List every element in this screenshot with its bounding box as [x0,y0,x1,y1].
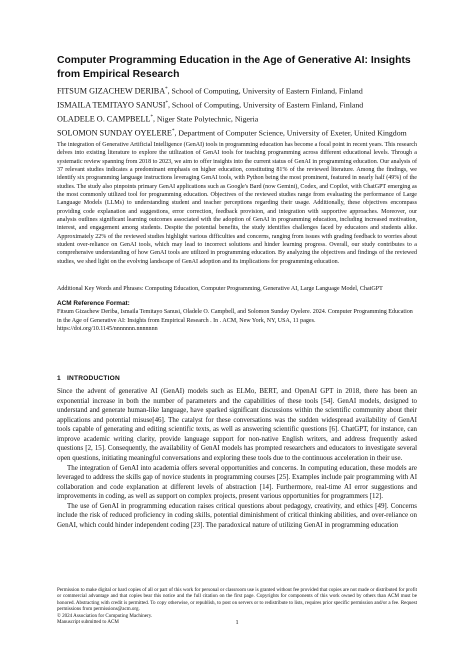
author-mark: * [165,87,168,92]
paper-title: Computer Programming Education in the Age of Generative AI: Insights from Empirical Research [57,55,411,80]
author-entry [57,84,417,98]
section-number: 1 [57,375,61,382]
page-number: 1 [235,619,239,626]
abstract [57,141,417,266]
author-mark: * [165,101,169,106]
author-entry [57,98,417,112]
acm-reference-text: Fitsum Gizachew Deriba, Ismaila Temitayo Sanusi, Oladele O. Campbell, and Solomon Sunday Oyelere. 2024. Computer Programming Education in the Age of Generative AI: Insights from Empirical Research . In . ACM, New York, NY, USA, 11 pages. https://doi.org/10.1145/nnnnnnn.nnnnnnn [57,309,413,332]
author-affiliation: , School of Computing, University of Eastern Finland, Finland [167,86,363,96]
author-entry [57,112,417,126]
permission-notice: Permission to make digital or hard copies of all or part of this work for personal or classroom use is granted without fee provided that copies are not made or distributed for profit or commercial advantage and that copies bear this notice and the full citation on the first page. Copyrights for components of this work owned by others than ACM must be honored. Abstracting with credit is permitted. To copy otherwise, or republish, to post on servers or to redistribute to lists, requires prior specific permission and/or a fee. Request permissions from permissions@acm.org. [57,587,417,613]
section-title: INTRODUCTION [66,375,120,382]
acm-reference [57,300,417,333]
acm-reference-heading: ACM Reference Format: [57,300,130,307]
author-entry [57,126,417,140]
author-affiliation: , Niger State Polytechnic, Nigeria [152,114,259,124]
author-affiliation: , Department of Computer Science, University of Exeter, United Kingdom [174,128,407,138]
body-paragraph: The use of GenAI in programming education raises critical questions about pedagogy, creativity, and ethics [49]. Concerns include the risk of reduced proficiency in coding skills, potential diminishment of critical thinking abilities, and over-reliance on GenAI, which could hinder independent coding [23]. The paradoxical nature of utilizing GenAI in programming education [57,501,417,529]
copyright-line: © 2024 Association for Computing Machinery. [57,612,153,619]
abstract-text: The integration of Generative Artificial Intelligence (GenAI) tools in programming education has become a focal point in recent years. This research delves into existing literature to explore the utilization of GenAI tools for teaching programming across different educational levels. Through a systematic review spanning from 2018 to 2023, we aim to offer insights into the current status of GenAI in programming education. Our analysis of 37 relevant studies indicates a predominant emphasis on higher education, constituting 81% of the reviewed literature. Among the findings, we identify six programming language instructions leveraging GenAI tools, with Python being the most prominent, featured in nearly half (49%) of the studies. The study also pinpoints primary GenAI applications such as Google's Bard (now Gemini), Codex, and Copilot, with ChatGPT emerging as the most commonly utilized tool for programming education. Objectives of the reviewed studies range from evaluating the performance of Large Language Models (LLMs) to understanding student and teacher perceptions regarding their usage. Additionally, these objectives encompass providing code explanation and suggestions, error correction, feedback provision, and integration with supportive approaches. Moreover, our analysis outlines significant learning outcomes associated with the adoption of GenAI in programming education, including increased motivation, interest, and engagement among students. Despite the potential benefits, the study identifies challenges faced by educators and students alike. Approximately 22% of the reviewed studies highlight various difficulties and concerns, ranging from issues with grading feedback to worries about student over-reliance on GenAI tools, which may lead to incorrect solutions and hinder learning progress. Overall, our study contributes to a comprehensive understanding of how GenAI tools are utilized in programming education. By analyzing the objectives and findings of the reviewed studies, we shed light on the evolving landscape of GenAI adoption and its implications for programming education. [57,142,417,265]
author-mark: * [150,115,153,120]
body-paragraph: The integration of GenAI into academia offers several opportunities and concerns. In computing education, these models are leveraged to address the skills gap of novice students in programming courses [25]. Examples include pair programming with AI collaboration and code explanation at different levels of abstraction [14]. Furthermore, real-time AI error suggestions and improvements in coding, as well as support on complex projects, present various opportunities for programmers [12]. [57,463,417,501]
author-name: SOLOMON SUNDAY OYELERE [57,128,172,138]
keywords: Additional Key Words and Phrases: Computing Education, Computer Programming, Generative AI, Large Language Model, ChatGPT [57,286,383,292]
manuscript-note: Manuscript submitted to ACM [57,619,119,626]
body-paragraph: Since the advent of generative AI (GenAI) models such as ELMo, BERT, and OpenAI GPT in 2018, there has been an exponential increase in both the number of parameters and the capabilities of these tools [54]. GenAI models, designed to understand and generate human-like language, have sparked significant discussions within the scientific community about their applications and potential misuse[46]. The catalyst for these conversations was the sudden widespread availability of GenAI tools capable of generating and editing scientific texts, as well as answering scientific questions [6]. ChatGPT, for instance, can improve academic writing clarity, provide language support for non-native English writers, and address frequently asked questions [2, 15]. Consequently, the availability of GenAI models has prompted researchers and educators to investigate several open questions, initiating meaningful conversations and exploring these tools due to the continuous acceleration in their use. [57,387,417,462]
author-name: ISMAILA TEMITAYO SANUSI [57,100,166,110]
author-mark: * [171,129,175,134]
author-affiliation: , School of Computing, University of Eastern Finland, Finland [168,100,364,110]
section-heading [57,375,417,382]
introduction-body [57,387,417,530]
author-list [57,84,417,140]
author-name: FITSUM GIZACHEW DERIBA [57,86,166,96]
author-name: OLADELE O. CAMPBELL [57,114,151,124]
